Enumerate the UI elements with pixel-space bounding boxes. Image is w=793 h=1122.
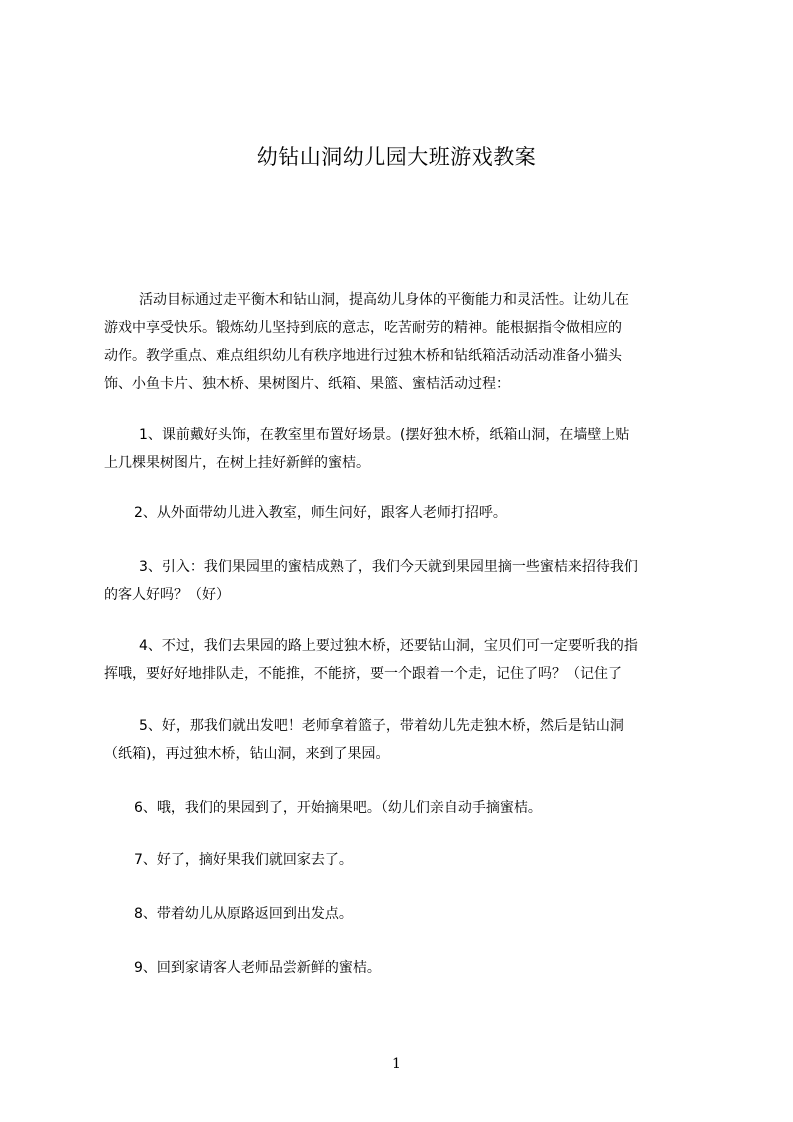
intro-line: 动作。教学重点、难点组织幼儿有秩序地进行过独木桥和钻纸箱活动活动准备小猫头 <box>104 348 622 364</box>
step-line: （纸箱)，再过独木桥，钻山洞，来到了果园。 <box>104 746 390 762</box>
step-paragraph-2 <box>104 499 708 527</box>
step-paragraph-6 <box>104 794 708 822</box>
intro-line: 活动目标通过走平衡木和钻山洞，提高幼儿身体的平衡能力和灵活性。让幼儿在 <box>139 292 629 308</box>
step-paragraph-1 <box>104 421 708 477</box>
step-line: 1、课前戴好头饰，在教室里布置好场景。(摆好独木桥，纸箱山洞，在墙壁上贴 <box>139 427 630 443</box>
step-line: 的客人好吗？（好） <box>104 587 230 603</box>
step-line: 5、好，那我们就出发吧！老师拿着篮子，带着幼儿先走独木桥，然后是钻山洞 <box>139 718 624 734</box>
step-paragraph-7 <box>104 846 708 874</box>
step-line: 4、不过，我们去果园的路上要过独木桥，还要钻山洞，宝贝们可一定要听我的指 <box>139 638 638 654</box>
step-line: 8、带着幼儿从原路返回到出发点。 <box>134 906 353 922</box>
step-paragraph-8 <box>104 900 708 928</box>
step-paragraph-5 <box>104 712 708 768</box>
step-paragraph-4 <box>104 632 708 688</box>
step-line: 上几棵果树图片，在树上挂好新鲜的蜜桔。 <box>104 455 370 471</box>
step-line: 9、回到家请客人老师品尝新鲜的蜜桔。 <box>134 960 381 976</box>
page-number: 1 <box>392 1056 401 1072</box>
intro-line: 饰、小鱼卡片、独木桥、果树图片、纸箱、果篮、蜜桔活动过程： <box>104 376 510 392</box>
step-line: 6、哦，我们的果园到了，开始摘果吧。（幼儿们亲自动手摘蜜桔。 <box>134 800 542 816</box>
step-line: 3、引入：我们果园里的蜜桔成熟了，我们今天就到果园里摘一些蜜桔来招待我们 <box>139 559 638 575</box>
step-paragraph-3 <box>104 553 708 609</box>
step-line: 挥哦，要好好地排队走，不能推，不能挤，要一个跟着一个走，记住了吗？（记住了 <box>104 666 622 682</box>
intro-paragraph <box>104 286 708 398</box>
step-paragraph-9 <box>104 954 708 982</box>
document-title: 幼钻山洞幼儿园大班游戏教案 <box>256 145 537 169</box>
step-line: 7、好了，摘好果我们就回家去了。 <box>134 852 353 868</box>
step-line: 2、从外面带幼儿进入教室，师生问好，跟客人老师打招呼。 <box>134 505 507 521</box>
intro-line: 游戏中享受快乐。锻炼幼儿坚持到底的意志，吃苦耐劳的精神。能根据指令做相应的 <box>104 320 622 336</box>
